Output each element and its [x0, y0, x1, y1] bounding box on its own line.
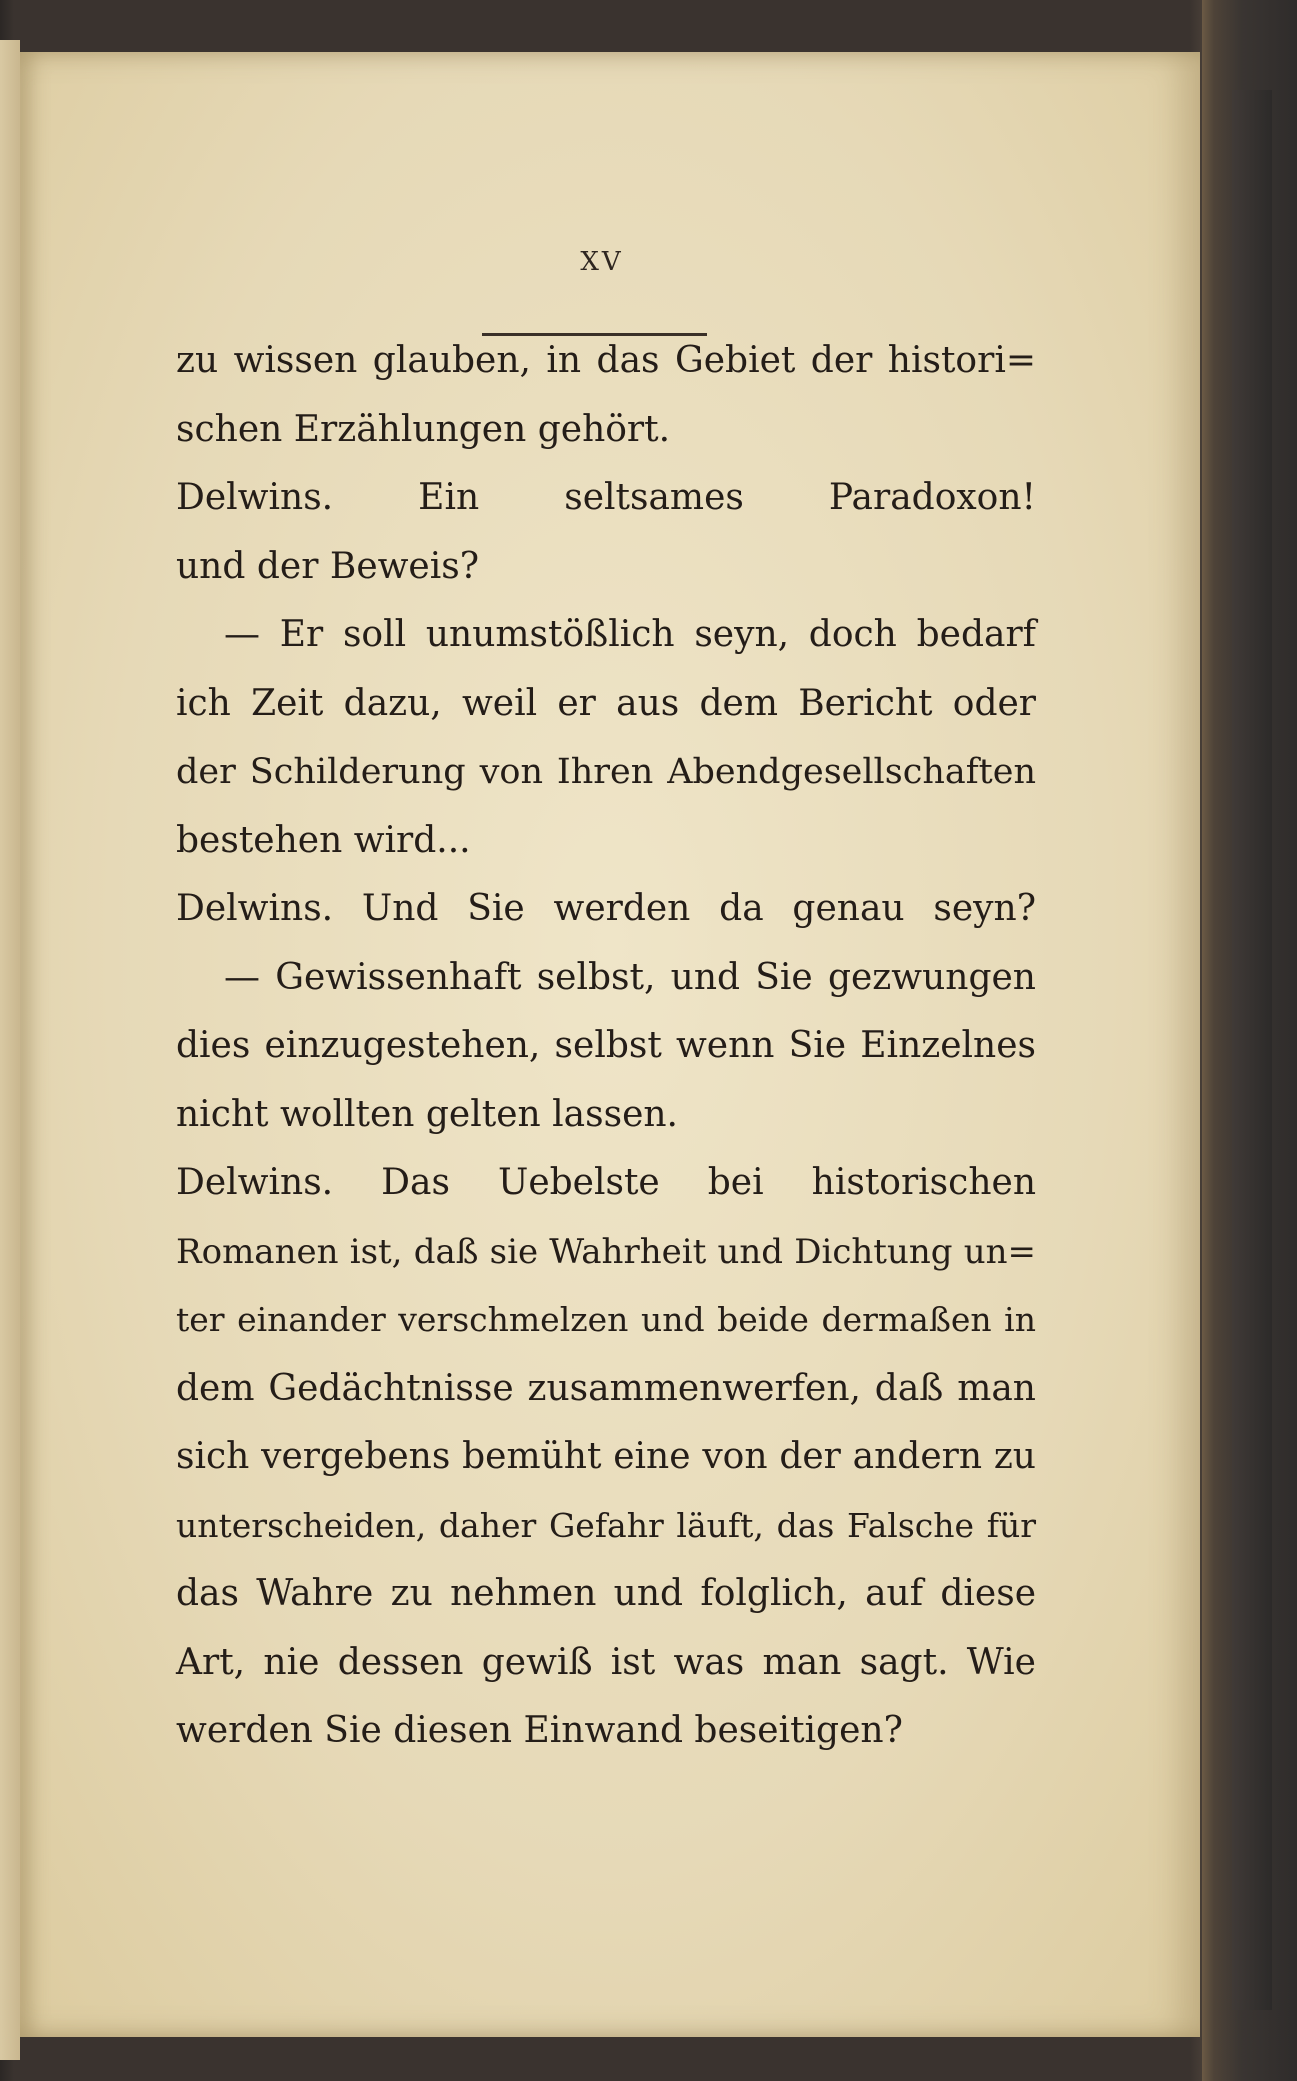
previous-leaf-edge	[0, 40, 20, 2060]
text-line-15: ter einander verschmelzen und beide dermaßen in	[176, 1300, 1036, 1339]
text-line-6: ich Zeit dazu, weil er aus dem Bericht oder	[176, 682, 1036, 724]
text-line-14: Romanen ist, daß sie Wahrheit und Dichtung un=	[176, 1231, 1036, 1272]
text-line-21: werden Sie diesen Einwand beseitigen?	[176, 1710, 903, 1751]
text-line-8: bestehen wird...	[176, 819, 471, 861]
text-line-19: das Wahre zu nehmen und folglich, auf diese	[176, 1573, 1036, 1614]
page-number: XV	[580, 247, 624, 277]
text-line-5: — Er soll unumstößlich seyn, doch bedarf	[224, 614, 1036, 655]
text-line-9: Delwins. Und Sie werden da genau seyn?	[176, 888, 1036, 929]
body-text	[176, 327, 1036, 1766]
book-cover-edge	[1202, 0, 1297, 2081]
text-line-7: der Schilderung von Ihren Abendgesellschaften	[176, 752, 1036, 792]
text-line-10: — Gewissenhaft selbst, und Sie gezwungen	[224, 956, 1036, 998]
text-line-11: dies einzugestehen, selbst wenn Sie Einzelnes	[176, 1025, 1036, 1066]
book-page	[20, 52, 1200, 2037]
text-line-2: schen Erzählungen gehört.	[176, 408, 671, 450]
text-line-12: nicht wollten gelten lassen.	[176, 1093, 678, 1135]
text-line-13: Delwins. Das Uebelste bei historischen	[176, 1162, 1036, 1203]
text-line-3: Delwins. Ein seltsames Paradoxon!	[176, 477, 1036, 518]
text-line-18: unterscheiden, daher Gefahr läuft, das Falsche für	[176, 1505, 1036, 1545]
text-line-4: und der Beweis?	[176, 545, 480, 587]
text-line-16: dem Gedächtnisse zusammenwerfen, daß man	[176, 1367, 1036, 1409]
text-line-17: sich vergebens bemüht eine von der andern zu	[176, 1436, 1036, 1477]
text-line-1: zu wissen glauben, in das Gebiet der histori=	[176, 340, 1036, 381]
text-line-20: Art, nie dessen gewiß ist was man sagt. Wie	[176, 1641, 1036, 1683]
